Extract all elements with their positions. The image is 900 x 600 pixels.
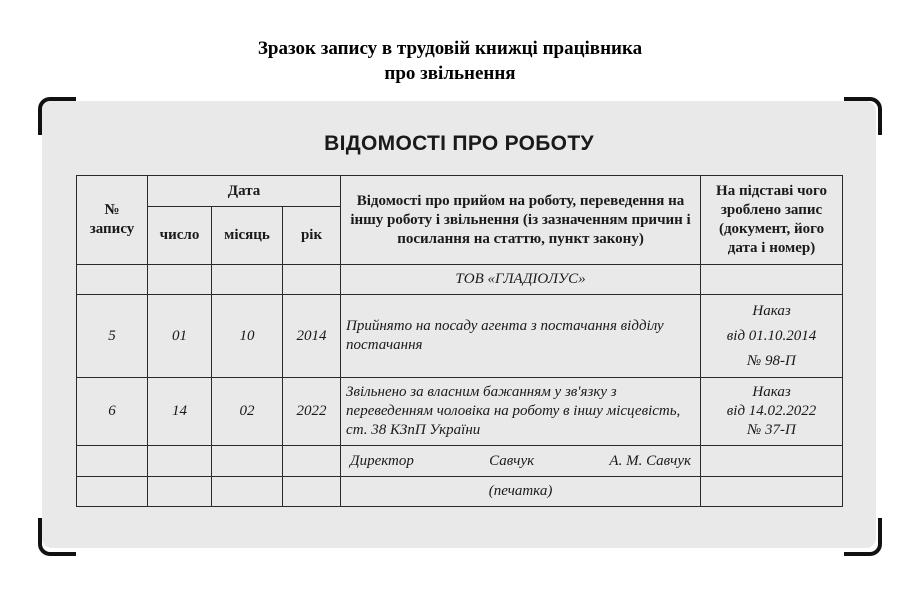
header-month: місяць <box>212 207 283 265</box>
document-caption <box>0 36 900 86</box>
record-day: 14 <box>148 378 212 446</box>
employment-records-table <box>76 175 843 507</box>
signature-position: Директор <box>350 452 414 469</box>
signature-row <box>77 446 843 477</box>
empty-cell <box>212 477 283 507</box>
empty-cell <box>701 265 843 295</box>
empty-cell <box>212 446 283 477</box>
stamp-row <box>77 477 843 507</box>
record-number: 5 <box>77 295 148 378</box>
empty-cell <box>148 265 212 295</box>
stamp-placeholder: (печатка) <box>341 477 701 507</box>
record-day: 01 <box>148 295 212 378</box>
basis-document: Наказ <box>752 302 791 319</box>
signature-name: А. М. Савчук <box>609 452 692 469</box>
header-row-1 <box>77 176 843 207</box>
record-year: 2022 <box>283 378 341 446</box>
header-info: Відомості про прийом на роботу, переведення на іншу роботу і звільнення (із зазначенням причин і посилання на статтю, пункт закону) <box>341 176 701 265</box>
empty-cell <box>148 446 212 477</box>
record-month: 10 <box>212 295 283 378</box>
record-info: Звільнено за власним бажанням у зв'язку з переведенням чоловіка на роботу в іншу місцевість, ст. 38 КЗпП України <box>341 378 701 446</box>
caption-line-2: про звільнення <box>384 63 516 84</box>
header-year: рік <box>283 207 341 265</box>
empty-cell <box>148 477 212 507</box>
form-title: ВІДОМОСТІ ПРО РОБОТУ <box>324 132 594 155</box>
signature-mark: Савчук <box>489 452 535 469</box>
header-basis: На підставі чого зроблено запис (документ, його дата і номер) <box>701 176 843 265</box>
basis-date: від 14.02.2022 <box>726 403 817 419</box>
corner-bracket-top-left <box>38 97 76 135</box>
company-row <box>77 265 843 295</box>
record-basis <box>701 378 843 446</box>
basis-number: № 37-П <box>747 422 796 438</box>
record-year: 2014 <box>283 295 341 378</box>
company-name: ТОВ «ГЛАДІОЛУС» <box>341 265 701 295</box>
record-row-5 <box>77 295 843 378</box>
empty-cell <box>283 477 341 507</box>
signature-cell <box>341 446 701 477</box>
caption-line-1: Зразок запису в трудовій книжці працівника <box>257 38 643 59</box>
corner-bracket-top-right <box>844 97 882 135</box>
record-month: 02 <box>212 378 283 446</box>
corner-bracket-bottom-right <box>844 518 882 556</box>
record-info: Прийнято на посаду агента з постачання відділу постачання <box>341 295 701 378</box>
empty-cell <box>701 477 843 507</box>
header-day: число <box>148 207 212 265</box>
header-number: № запису <box>77 176 148 265</box>
basis-number: № 98-П <box>747 352 796 369</box>
corner-bracket-bottom-left <box>38 518 76 556</box>
empty-cell <box>212 265 283 295</box>
empty-cell <box>77 477 148 507</box>
empty-cell <box>77 446 148 477</box>
empty-cell <box>77 265 148 295</box>
empty-cell <box>283 265 341 295</box>
basis-date: від 01.10.2014 <box>726 327 817 344</box>
record-row-6 <box>77 378 843 446</box>
empty-cell <box>701 446 843 477</box>
record-basis <box>701 295 843 378</box>
header-date: Дата <box>148 176 341 207</box>
empty-cell <box>283 446 341 477</box>
basis-document: Наказ <box>752 384 791 400</box>
record-number: 6 <box>77 378 148 446</box>
